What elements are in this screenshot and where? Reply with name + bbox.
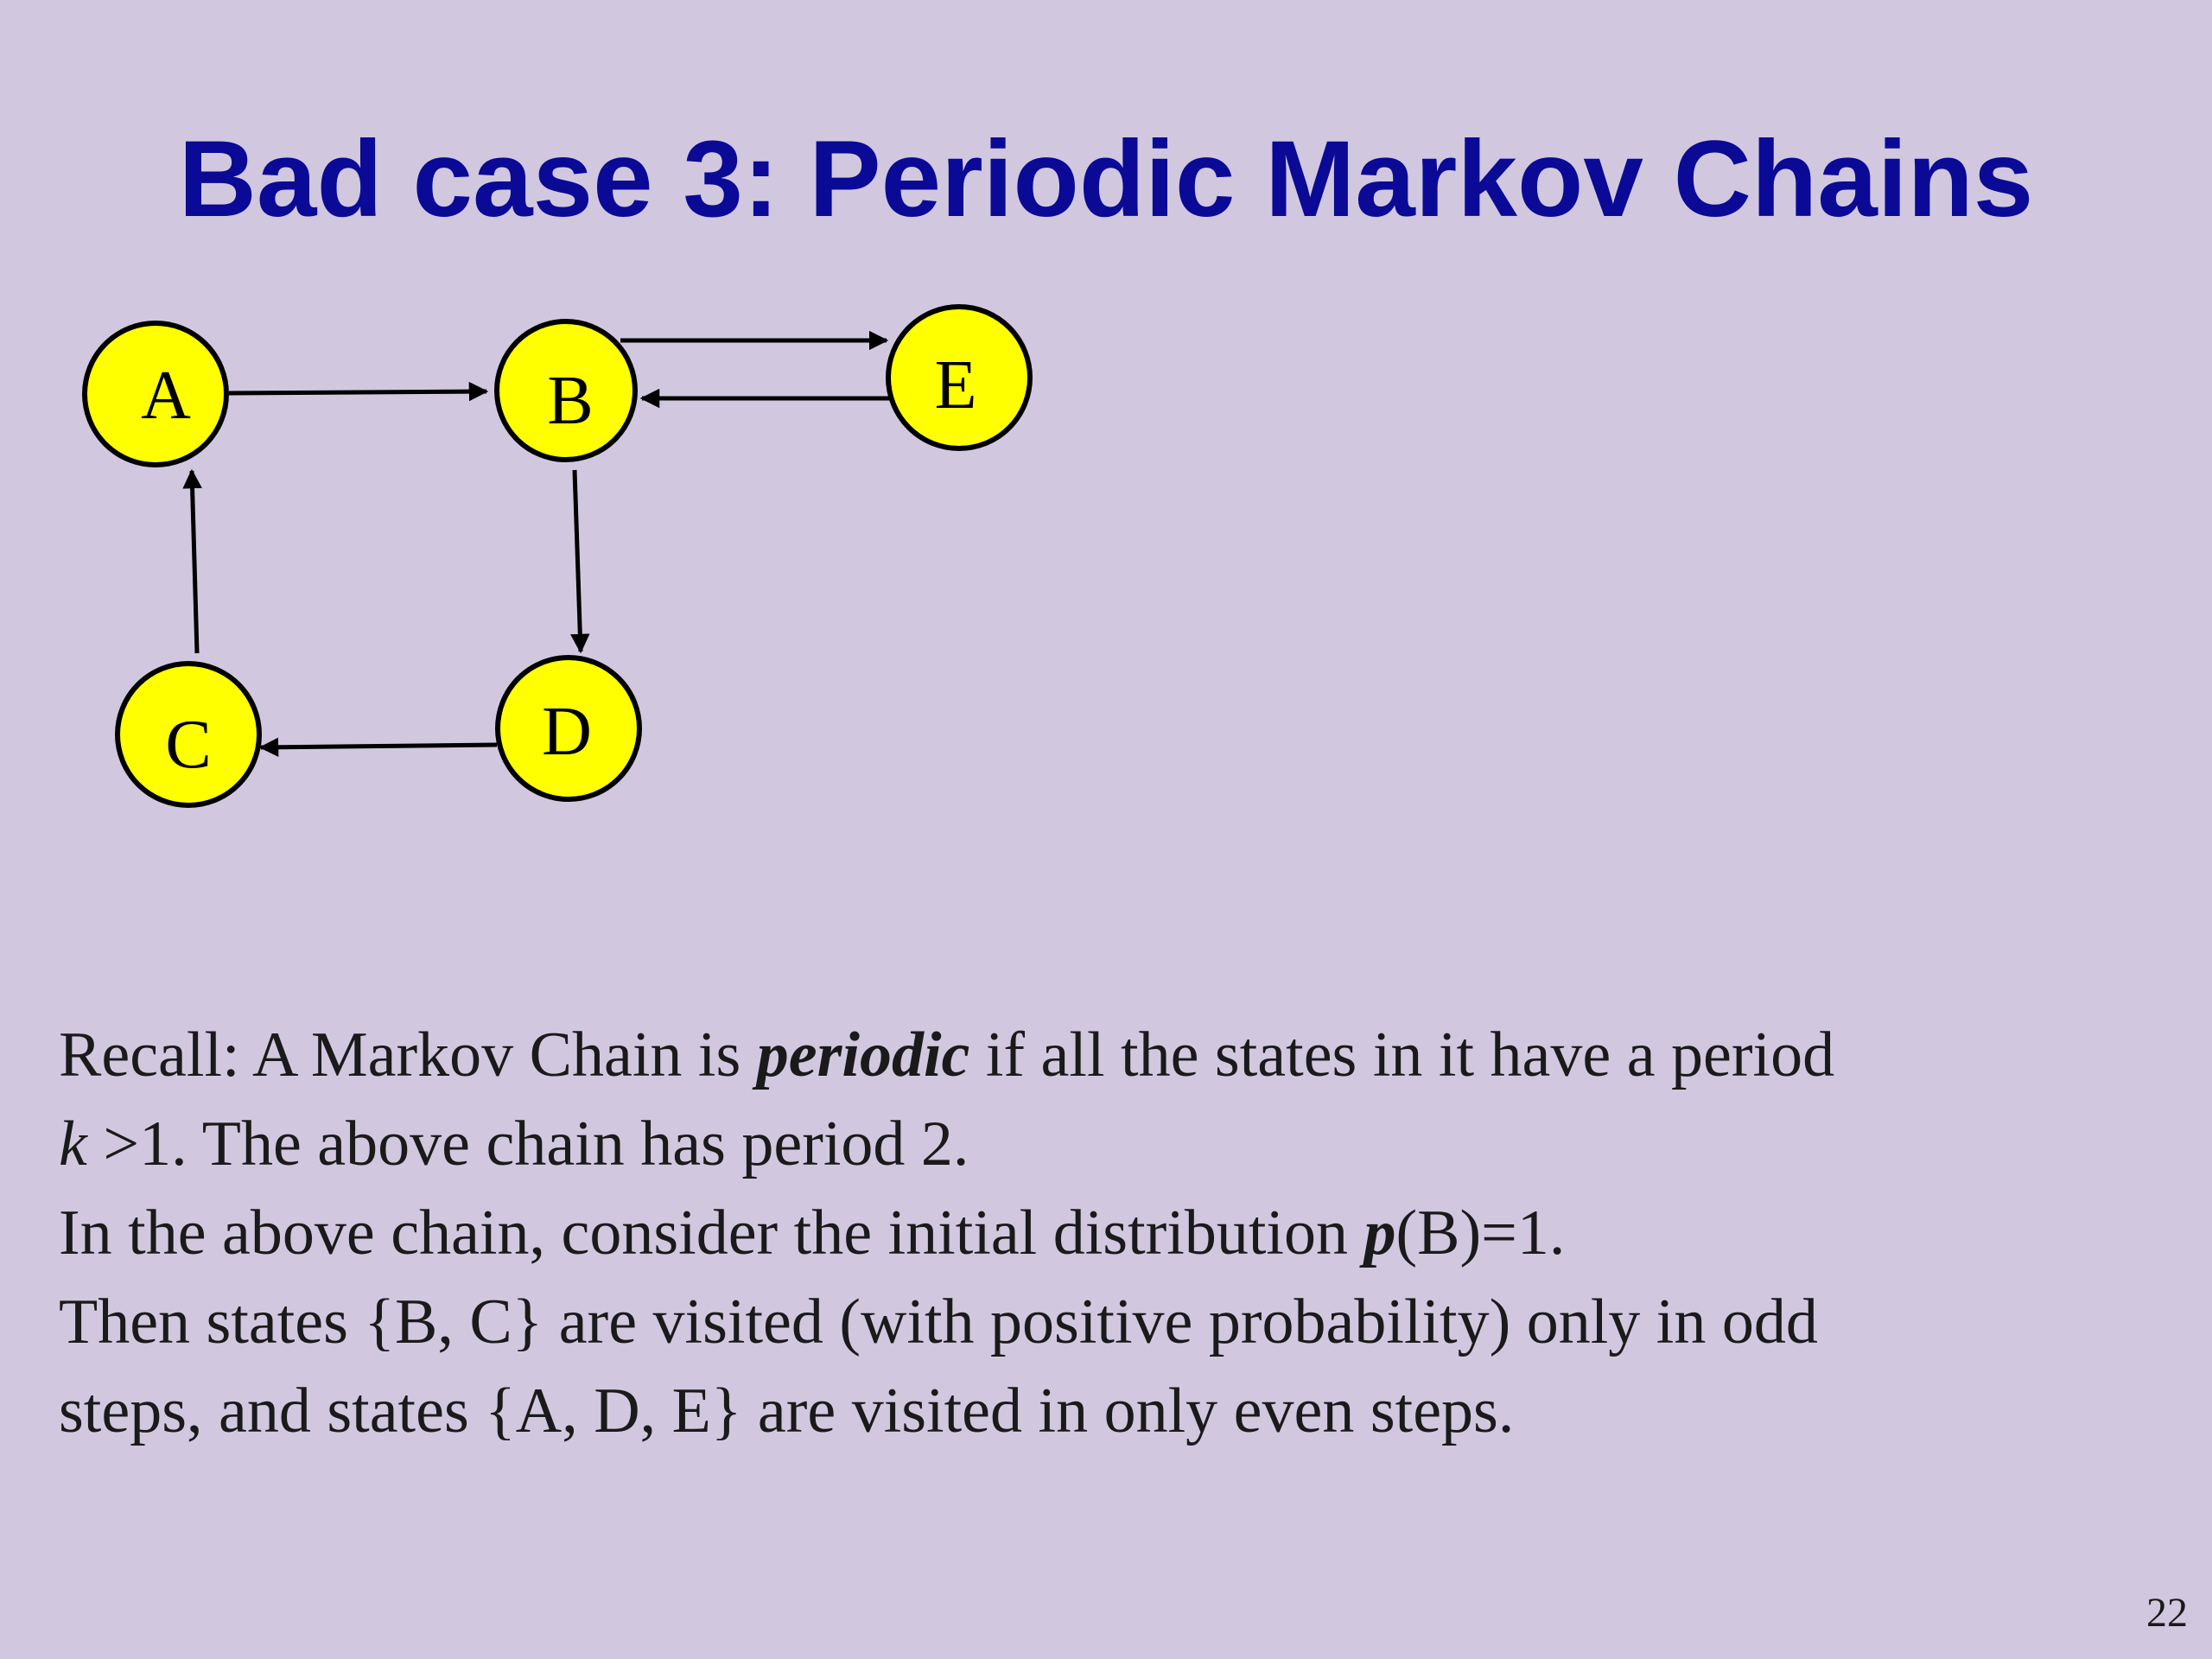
- body-line-1: [59, 1011, 2167, 1100]
- body-line-3: [59, 1189, 2167, 1278]
- body-line-3-start: In the above chain, consider the initial distribution: [59, 1198, 1364, 1268]
- node-c: [118, 664, 259, 805]
- body-line-5: steps, and states {A, D, E} are visited in only even steps.: [59, 1376, 1515, 1446]
- node-e-label: E: [934, 347, 977, 423]
- body-line-1-end: if all the states in it have a period: [969, 1020, 1835, 1090]
- node-c-label: C: [165, 707, 212, 783]
- body-text: [59, 1011, 2167, 1456]
- body-line-1-start: Recall: A Markov Chain is: [59, 1020, 757, 1090]
- edge-c-to-a: [192, 471, 197, 653]
- p-variable: p: [1363, 1198, 1396, 1268]
- node-d: [498, 658, 639, 799]
- node-a: [85, 323, 226, 465]
- body-line-3-end: (B)=1.: [1395, 1198, 1566, 1268]
- body-line-4: Then states {B, C} are visited (with positive probability) only in odd: [59, 1287, 1818, 1357]
- body-line-2: [59, 1100, 2167, 1189]
- node-e: [888, 307, 1030, 448]
- body-line-2-end: >1. The above chain has period 2.: [86, 1109, 969, 1179]
- node-a-label: A: [141, 358, 191, 434]
- k-variable: k: [59, 1109, 87, 1179]
- edge-b-to-d: [575, 470, 581, 652]
- edge-a-to-b: [229, 391, 486, 393]
- periodic-term: periodic: [756, 1020, 970, 1090]
- node-d-label: D: [542, 694, 592, 770]
- node-b-label: B: [547, 363, 594, 439]
- node-b: [497, 321, 635, 460]
- slide-title: Bad case 3: Periodic Markov Chains: [178, 119, 2034, 239]
- page-number: 22: [2146, 1590, 2188, 1636]
- edge-d-to-c: [261, 745, 497, 747]
